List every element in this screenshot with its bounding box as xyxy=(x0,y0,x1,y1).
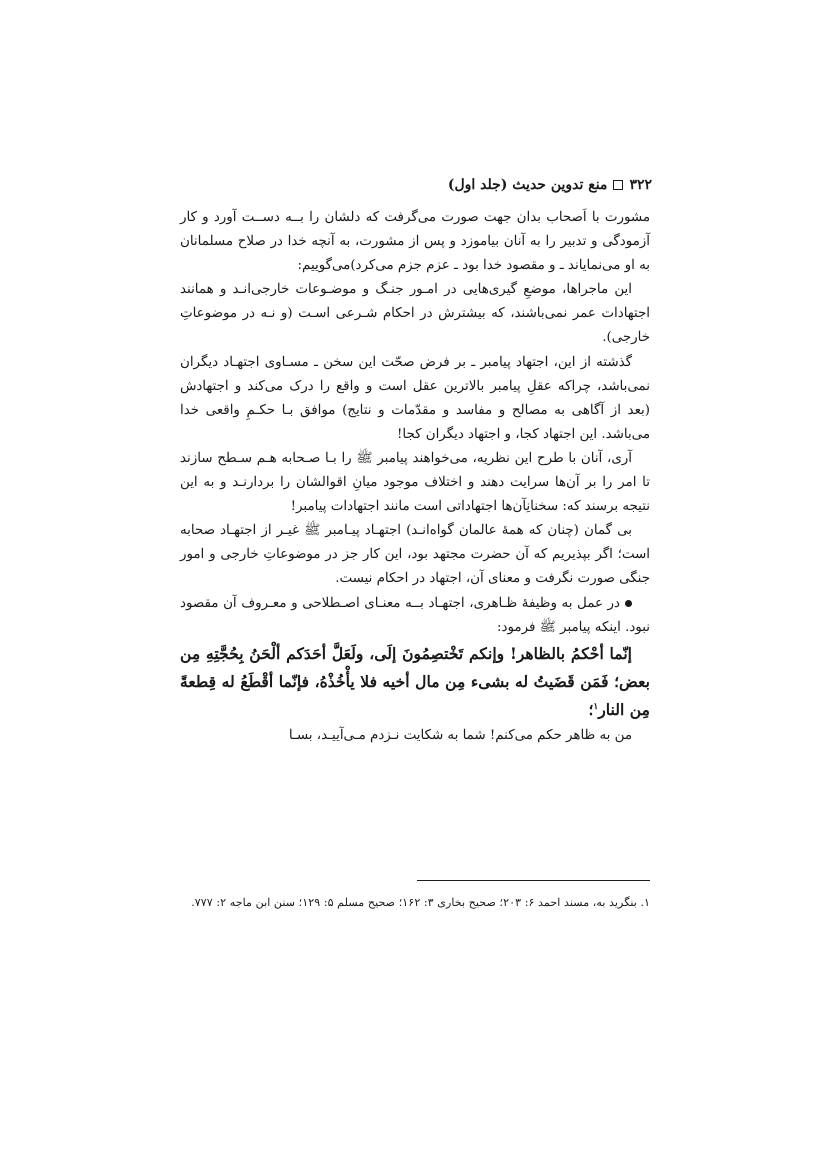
arabic-hadith-quote xyxy=(180,640,650,724)
paragraph-6-text: در عمل به وظیفهٔ ظـاهری، اجتهـاد بــه معنـای اصـطلاحی و معـروف آن مقصود نبود. اینکه پیامبر ﷺ فرمود: xyxy=(180,595,650,635)
page-header xyxy=(172,174,652,196)
paragraph-3: گذشته از این، اجتهاد پیامبر ـ بر فرض صحّت این سخن ـ مسـاوی اجتهـاد دیگران نمی‌باشد، چراکه عقلِ پیامبر بالاترین عقل است و واقع را درک می‌کند و اجتهادش (بعد از آگاهی به مصالح و مفاسد و مقدّمات و نتایج) موافق بـا حکـمِ واقعی خدا می‌باشد. این اجتهاد کجا، و اجتهاد دیگران کجا! xyxy=(180,354,650,442)
footnote: ۱. بنگرید به، مسند احمد ۶: ۲۰۳؛ صحیح بخاری ۳: ۱۶۲؛ صحیح مسلم ۵: ۱۲۹؛ سنن ابن ماجه ۲: ۷۷۷. xyxy=(191,896,650,909)
paragraph-4: آری، آنان با طرح این نظریه، می‌خواهند پیامبر ﷺ را بـا صـحابه هـم سـطح سازند تا امر را بر آن‌ها سرایت دهند و اختلاف موجود میانِ اقوالشان را بردارنـد و به این نتیجه برسند که: سخنانِآن‌ها اجتهاداتی است مانند اجتهادات پیامبر! xyxy=(180,450,650,515)
paragraph-6 xyxy=(180,592,650,640)
paragraph-2: این ماجراها، موضعِ گیری‌هایی در امـور جنـگ و موضـوعات خارجی‌انـد و همانند اجتهادات عمر نمی‌باشند، که بیشترش در احکام شـرعی اسـت (و نـه در موضوعاتِ خارجی). xyxy=(180,282,650,346)
bullet-icon xyxy=(625,600,632,607)
footnote-divider xyxy=(417,880,650,881)
paragraph-1: مشورت با اَصحاب بدان جهت صورت می‌گرفت که دلشان را بــه دســت آورد و کار آزمودگی و تدبیر را به آنان بیاموزد و پس از مشورت، به آنچه خدا در صلاح مسلمانان به او می‌نمایاند ـ و مقصود خدا بود ـ عزم جزم می‌کرد)می‌گوییم: xyxy=(180,210,650,274)
page-number: ۳۲۲ xyxy=(629,177,652,193)
arabic-quote-text: إنّما أحْكمُ بالظاهر! وإنكم تَخْتصِمُونَ إلَى، ولَعَلَّ أحَدَكم ألْحَنُ بِحُجَّتِهِ مِن بعض؛ فَمَن قَضَيتُ له بشىء مِن مال أخيه فلا يأْخُذْهُ، فإنّما أقْطَعُ له قِطعةً مِن النار xyxy=(180,643,650,719)
book-title: منع تدوین حدیث (جلد اول) xyxy=(447,177,608,193)
paragraph-5: بی گمان (چنان که همهٔ عالمان گواه‌انـد) اجتهـاد پیـامبر ﷺ غیـر از اجتهـاد صحابه است؛ اگر بپذیریم که آن حضرت مجتهد بود، این کار جز در موضوعاتِ خارجی و امور جنگی صورت نگرفت و معنای آن، اجتهاد در احکام نیست. xyxy=(180,523,650,587)
square-icon xyxy=(613,180,623,190)
arabic-quote-end: ؛ xyxy=(588,699,594,719)
main-text xyxy=(180,206,650,748)
translation-line: من به ظاهر حکم می‌کنم! شما به شکایت نـزدم مـی‌آییـد، بسـا xyxy=(288,727,632,743)
footnote-marker: ۱ xyxy=(593,701,599,712)
